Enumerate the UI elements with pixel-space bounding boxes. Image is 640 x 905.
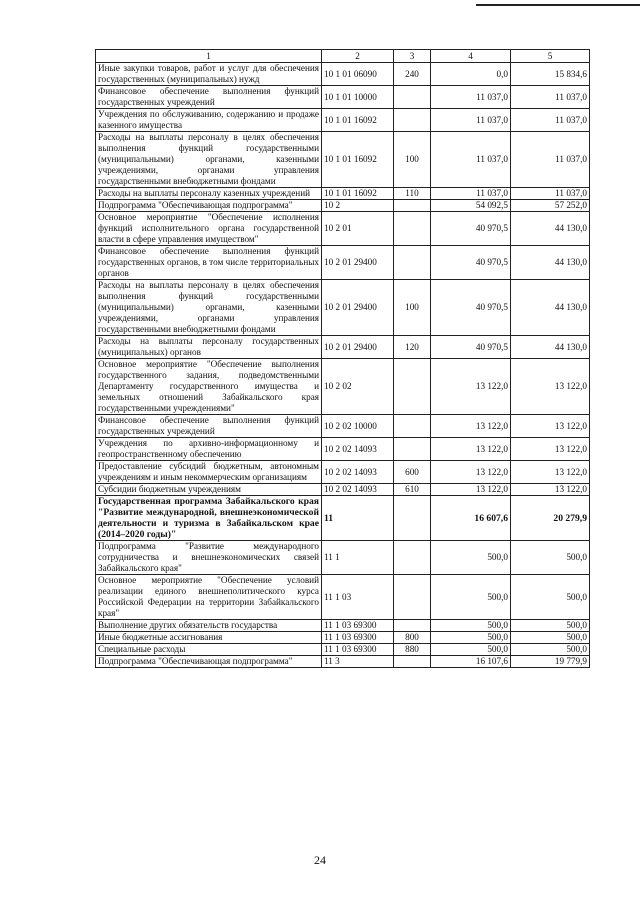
row-type-cell (394, 86, 431, 109)
row-type-cell: 610 (394, 484, 431, 496)
row-name-cell: Основное мероприятие "Обеспечение условий реализации единого внешнеполитического курса Российской Федерации на территории Забайкальского края" (96, 575, 322, 620)
row-value-1-cell: 40 970,5 (431, 336, 511, 359)
row-type-cell: 110 (394, 188, 431, 200)
row-code-cell: 10 2 01 29400 (322, 336, 394, 359)
row-value-1-cell: 500,0 (431, 632, 511, 644)
table-row (96, 415, 590, 438)
table-row (96, 496, 590, 541)
row-type-cell: 600 (394, 461, 431, 484)
row-value-2-cell: 13 122,0 (511, 415, 590, 438)
row-value-1-cell: 13 122,0 (431, 461, 511, 484)
page-number: 24 (314, 853, 326, 867)
row-value-2-cell: 11 037,0 (511, 109, 590, 132)
row-type-cell (394, 200, 431, 212)
row-type-cell (394, 541, 431, 575)
row-value-1-cell: 11 037,0 (431, 188, 511, 200)
header-col-1: 1 (96, 50, 322, 63)
header-col-2: 2 (322, 50, 394, 63)
row-value-1-cell: 500,0 (431, 620, 511, 632)
row-type-cell (394, 246, 431, 280)
table-row (96, 200, 590, 212)
table-row (96, 656, 590, 668)
row-code-cell: 10 2 02 (322, 359, 394, 415)
table-row (96, 212, 590, 246)
row-code-cell: 10 2 01 29400 (322, 246, 394, 280)
row-code-cell: 11 1 (322, 541, 394, 575)
row-value-1-cell: 500,0 (431, 644, 511, 656)
row-code-cell: 11 3 (322, 656, 394, 668)
row-type-cell: 120 (394, 336, 431, 359)
row-type-cell: 100 (394, 132, 431, 188)
header-col-3: 3 (394, 50, 431, 63)
row-value-2-cell: 11 037,0 (511, 86, 590, 109)
row-name-cell: Основное мероприятие "Обеспечение выполнения государственного задания, подведомственными Департаменту государственного имущества и земельных отношений Забайкальского края государственными учреждениями" (96, 359, 322, 415)
row-code-cell: 10 1 01 10000 (322, 86, 394, 109)
header-col-5: 5 (511, 50, 590, 63)
row-name-cell: Финансовое обеспечение выполнения функций государственных учреждений (96, 415, 322, 438)
row-value-2-cell: 44 130,0 (511, 212, 590, 246)
row-name-cell: Подпрограмма "Обеспечивающая подпрограмма" (96, 200, 322, 212)
row-code-cell: 11 1 03 69300 (322, 620, 394, 632)
row-value-2-cell: 15 834,6 (511, 63, 590, 86)
row-value-1-cell: 40 970,5 (431, 280, 511, 336)
row-value-2-cell: 11 037,0 (511, 132, 590, 188)
row-name-cell: Выполнение других обязательств государства (96, 620, 322, 632)
table-row (96, 632, 590, 644)
table-row (96, 541, 590, 575)
header-col-4: 4 (431, 50, 511, 63)
row-value-2-cell: 44 130,0 (511, 336, 590, 359)
row-name-cell: Расходы на выплаты персоналу в целях обеспечения выполнения функций государственными (муниципальными) органами, казенными учреждениями, органами управления государственными внебюджетными фондами (96, 132, 322, 188)
row-name-cell: Предоставление субсидий бюджетным, автономным учреждениям и иным некоммерческим организациям (96, 461, 322, 484)
row-type-cell (394, 212, 431, 246)
row-value-1-cell: 40 970,5 (431, 212, 511, 246)
row-value-1-cell: 11 037,0 (431, 109, 511, 132)
row-type-cell (394, 496, 431, 541)
row-value-1-cell: 13 122,0 (431, 484, 511, 496)
row-code-cell: 11 1 03 69300 (322, 644, 394, 656)
row-value-1-cell: 11 037,0 (431, 86, 511, 109)
row-value-2-cell: 500,0 (511, 575, 590, 620)
row-name-cell: Расходы на выплаты персоналу в целях обеспечения выполнения функций государственными (муниципальными) органами, казенными учреждениями, органами управления государственными внебюджетными фондами (96, 280, 322, 336)
row-type-cell (394, 575, 431, 620)
row-name-cell: Основное мероприятие "Обеспечение исполнения функций исполнительного органа государственной власти в сфере управления имуществом" (96, 212, 322, 246)
table-row (96, 63, 590, 86)
table-row (96, 644, 590, 656)
row-code-cell: 10 2 02 14093 (322, 461, 394, 484)
table-row (96, 359, 590, 415)
row-value-1-cell: 11 037,0 (431, 132, 511, 188)
row-name-cell: Финансовое обеспечение выполнения функций государственных учреждений (96, 86, 322, 109)
row-value-2-cell: 19 779,9 (511, 656, 590, 668)
row-type-cell: 800 (394, 632, 431, 644)
row-type-cell (394, 656, 431, 668)
row-name-cell: Учреждения по архивно-информационному и геопространственному обеспечению (96, 438, 322, 461)
table-row (96, 86, 590, 109)
row-value-2-cell: 13 122,0 (511, 484, 590, 496)
row-name-cell: Иные закупки товаров, работ и услуг для обеспечения государственных (муниципальных) нужд (96, 63, 322, 86)
table-row (96, 109, 590, 132)
row-type-cell (394, 109, 431, 132)
row-type-cell: 100 (394, 280, 431, 336)
row-name-cell: Расходы на выплаты персоналу казенных учреждений (96, 188, 322, 200)
table-row (96, 575, 590, 620)
table-row (96, 132, 590, 188)
row-value-2-cell: 500,0 (511, 644, 590, 656)
table-row (96, 246, 590, 280)
row-value-2-cell: 57 252,0 (511, 200, 590, 212)
row-code-cell: 10 2 02 10000 (322, 415, 394, 438)
row-type-cell: 240 (394, 63, 431, 86)
row-code-cell: 11 (322, 496, 394, 541)
row-value-1-cell: 500,0 (431, 541, 511, 575)
row-code-cell: 10 1 01 16092 (322, 188, 394, 200)
budget-table (95, 49, 590, 668)
row-value-1-cell: 0,0 (431, 63, 511, 86)
row-code-cell: 10 2 (322, 200, 394, 212)
row-name-cell: Государственная программа Забайкальского края "Развитие международной, внешнеэкономической деятельности и туризма в Забайкальском крае (2014–2020 годы)" (96, 496, 322, 541)
row-value-2-cell: 44 130,0 (511, 280, 590, 336)
row-type-cell (394, 620, 431, 632)
row-type-cell (394, 438, 431, 461)
table-row (96, 188, 590, 200)
row-code-cell: 10 2 01 29400 (322, 280, 394, 336)
row-value-1-cell: 40 970,5 (431, 246, 511, 280)
row-value-2-cell: 500,0 (511, 632, 590, 644)
row-name-cell: Подпрограмма "Развитие международного сотрудничества и внешнеэкономических связей Забайкальского края" (96, 541, 322, 575)
row-name-cell: Подпрограмма "Обеспечивающая подпрограмма" (96, 656, 322, 668)
table-row (96, 461, 590, 484)
row-value-2-cell: 44 130,0 (511, 246, 590, 280)
row-code-cell: 11 1 03 69300 (322, 632, 394, 644)
row-value-1-cell: 54 092,5 (431, 200, 511, 212)
row-value-2-cell: 13 122,0 (511, 461, 590, 484)
row-value-2-cell: 20 279,9 (511, 496, 590, 541)
table-row (96, 280, 590, 336)
row-value-2-cell: 500,0 (511, 541, 590, 575)
row-name-cell: Специальные расходы (96, 644, 322, 656)
row-type-cell (394, 359, 431, 415)
row-value-1-cell: 16 607,6 (431, 496, 511, 541)
row-code-cell: 10 2 02 14093 (322, 484, 394, 496)
row-value-1-cell: 13 122,0 (431, 415, 511, 438)
table-row (96, 620, 590, 632)
row-code-cell: 10 2 02 14093 (322, 438, 394, 461)
row-value-2-cell: 11 037,0 (511, 188, 590, 200)
row-value-2-cell: 13 122,0 (511, 438, 590, 461)
row-value-1-cell: 16 107,6 (431, 656, 511, 668)
table-row (96, 336, 590, 359)
row-value-1-cell: 13 122,0 (431, 438, 511, 461)
table-row (96, 484, 590, 496)
row-code-cell: 11 1 03 (322, 575, 394, 620)
row-code-cell: 10 2 01 (322, 212, 394, 246)
row-value-1-cell: 13 122,0 (431, 359, 511, 415)
row-name-cell: Субсидии бюджетным учреждениям (96, 484, 322, 496)
row-code-cell: 10 1 01 16092 (322, 109, 394, 132)
row-value-2-cell: 500,0 (511, 620, 590, 632)
row-name-cell: Иные бюджетные ассигнования (96, 632, 322, 644)
row-type-cell (394, 415, 431, 438)
header-row (96, 50, 590, 63)
row-type-cell: 880 (394, 644, 431, 656)
row-name-cell: Расходы на выплаты персоналу государственных (муниципальных) органов (96, 336, 322, 359)
row-name-cell: Учреждения по обслуживанию, содержанию и продаже казенного имущества (96, 109, 322, 132)
row-code-cell: 10 1 01 06090 (322, 63, 394, 86)
top-rule (476, 4, 640, 6)
row-name-cell: Финансовое обеспечение выполнения функций государственных органов, в том числе территориальных органов (96, 246, 322, 280)
table-row (96, 438, 590, 461)
row-code-cell: 10 1 01 16092 (322, 132, 394, 188)
row-value-2-cell: 13 122,0 (511, 359, 590, 415)
row-value-1-cell: 500,0 (431, 575, 511, 620)
